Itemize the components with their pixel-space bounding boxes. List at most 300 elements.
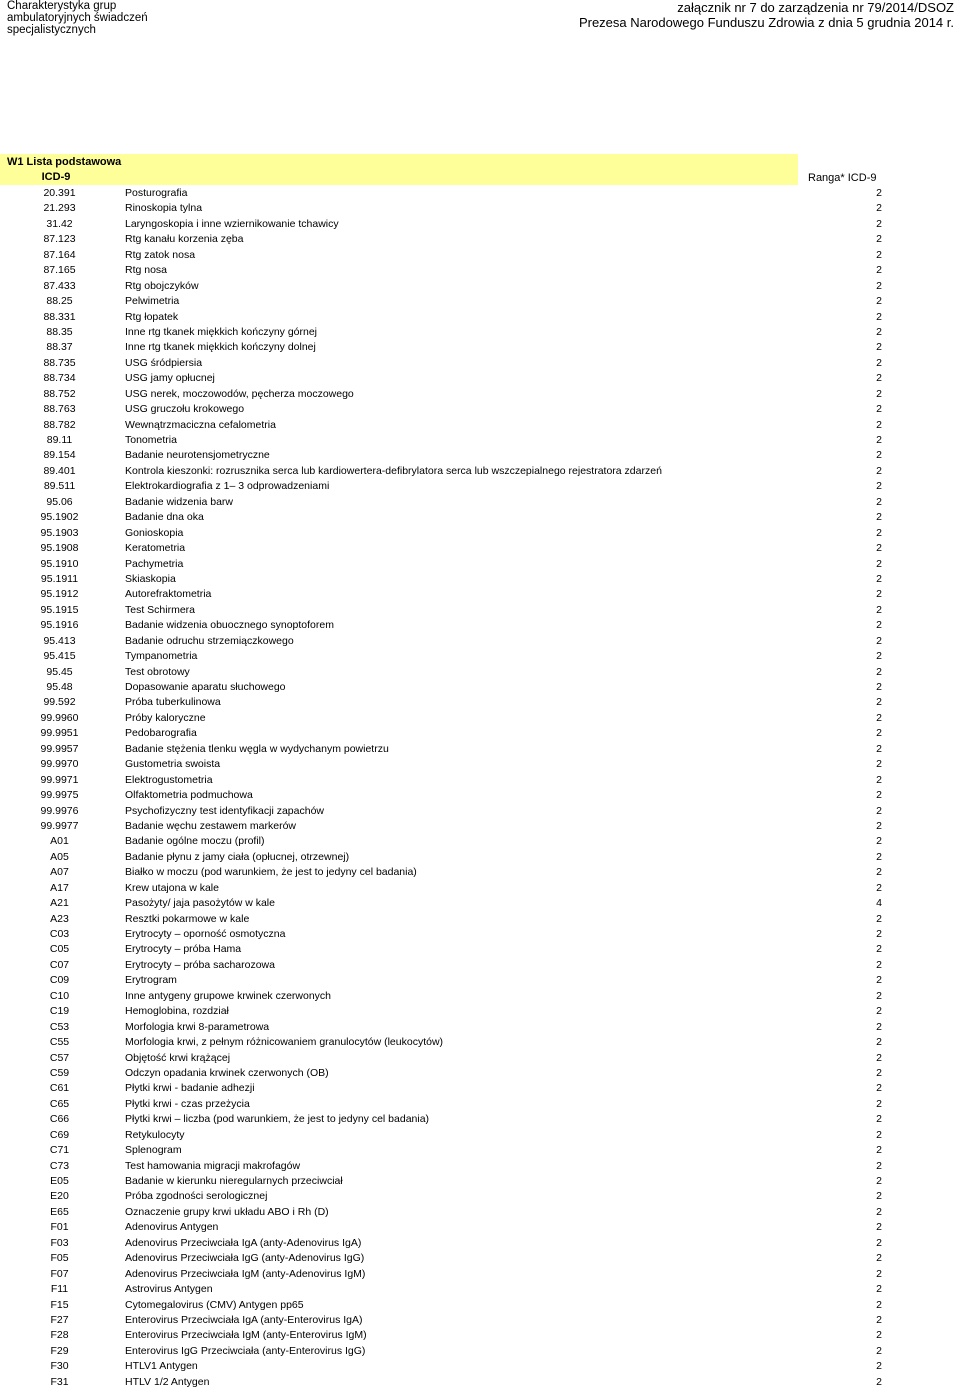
table-row bbox=[0, 279, 960, 294]
table-row bbox=[0, 711, 960, 726]
procedure-code: 87.164 bbox=[43, 248, 76, 261]
procedure-rank: 2 bbox=[876, 958, 882, 971]
procedure-rank: 2 bbox=[876, 1205, 882, 1218]
procedure-rank: 2 bbox=[876, 804, 882, 817]
table-row bbox=[0, 618, 960, 633]
procedure-name: Adenovirus Antygen bbox=[125, 1221, 219, 1234]
procedure-name: Elektrokardiografia z 1– 3 odprowadzeniami bbox=[125, 480, 330, 493]
procedure-code: E05 bbox=[50, 1175, 69, 1187]
procedure-name: Adenovirus Przeciwciała IgM (anty-Adenovirus IgM) bbox=[125, 1267, 366, 1280]
column-header-icd9: ICD-9 bbox=[0, 170, 112, 185]
procedure-rank: 2 bbox=[876, 773, 882, 786]
procedure-rank: 2 bbox=[876, 696, 882, 709]
procedure-table bbox=[0, 186, 960, 1390]
procedure-code: 88.734 bbox=[43, 372, 76, 385]
procedure-rank: 2 bbox=[876, 464, 882, 477]
procedure-code: C65 bbox=[49, 1097, 70, 1110]
procedure-name: Test hamowania migracji makrofagów bbox=[125, 1159, 301, 1172]
table-row bbox=[0, 263, 960, 278]
procedure-code: 87.433 bbox=[43, 279, 76, 292]
procedure-code: 95.1911 bbox=[40, 572, 79, 585]
procedure-name: USG gruczołu krokowego bbox=[125, 403, 245, 416]
procedure-name: Płytki krwi - czas przeżycia bbox=[125, 1097, 250, 1110]
procedure-rank: 2 bbox=[876, 850, 882, 863]
procedure-name: Gonioskopia bbox=[125, 526, 184, 539]
procedure-name: Skiaskopia bbox=[125, 572, 176, 585]
procedure-code: C10 bbox=[49, 989, 70, 1002]
procedure-name: Cytomegalovirus (CMV) Antygen pp65 bbox=[125, 1298, 304, 1311]
procedure-name: Badanie neurotensjometryczne bbox=[125, 449, 270, 462]
procedure-code: 88.752 bbox=[43, 387, 76, 400]
procedure-code: F05 bbox=[50, 1252, 69, 1265]
procedure-name: Tympanometria bbox=[125, 650, 198, 663]
procedure-code: 88.37 bbox=[46, 341, 73, 354]
procedure-name: Krew utajona w kale bbox=[125, 881, 219, 894]
table-row bbox=[0, 603, 960, 618]
procedure-name: Resztki pokarmowe w kale bbox=[125, 912, 250, 925]
procedure-code: 89.11 bbox=[46, 434, 73, 446]
procedure-name: Keratometria bbox=[125, 542, 186, 555]
table-row bbox=[0, 433, 960, 448]
table-row bbox=[0, 989, 960, 1004]
table-row bbox=[0, 402, 960, 417]
procedure-rank: 2 bbox=[876, 341, 882, 354]
procedure-name: Laryngoskopia i inne wziernikowanie tchawicy bbox=[125, 217, 339, 230]
procedure-rank: 2 bbox=[876, 542, 882, 555]
procedure-rank: 2 bbox=[876, 619, 882, 632]
table-row bbox=[0, 310, 960, 325]
procedure-rank: 2 bbox=[876, 403, 882, 416]
table-row bbox=[0, 649, 960, 664]
table-row bbox=[0, 340, 960, 355]
procedure-rank: 2 bbox=[876, 233, 882, 246]
procedure-code: C69 bbox=[49, 1128, 70, 1141]
procedure-code: C59 bbox=[49, 1066, 70, 1079]
procedure-name: Morfologia krwi, z pełnym różnicowaniem granulocytów (leukocytów) bbox=[125, 1036, 444, 1049]
procedure-code: C19 bbox=[49, 1005, 70, 1018]
procedure-code: 88.782 bbox=[43, 418, 76, 431]
procedure-code: C66 bbox=[49, 1113, 70, 1126]
procedure-name: Psychofizyczny test identyfikacji zapachów bbox=[125, 804, 325, 817]
table-row bbox=[0, 526, 960, 541]
table-row bbox=[0, 464, 960, 479]
procedure-name: Inne rtg tkanek miękkich kończyny dolnej bbox=[125, 341, 316, 354]
procedure-rank: 4 bbox=[876, 897, 882, 910]
procedure-rank: 2 bbox=[876, 557, 882, 570]
table-row bbox=[0, 217, 960, 232]
procedure-name: Hemoglobina, rozdział bbox=[125, 1005, 229, 1018]
table-row bbox=[0, 510, 960, 525]
procedure-rank: 2 bbox=[876, 1375, 882, 1388]
procedure-rank: 2 bbox=[876, 1329, 882, 1342]
procedure-name: Inne rtg tkanek miękkich kończyny górnej bbox=[125, 325, 318, 338]
table-row bbox=[0, 1267, 960, 1282]
table-row bbox=[0, 1051, 960, 1066]
procedure-code: 95.06 bbox=[46, 495, 73, 508]
table-row bbox=[0, 248, 960, 263]
procedure-rank: 2 bbox=[876, 511, 882, 524]
table-row bbox=[0, 325, 960, 340]
procedure-name: Rtg kanału korzenia zęba bbox=[125, 233, 244, 246]
procedure-name: Badanie stężenia tlenku węgla w wydychanym powietrzu bbox=[125, 742, 389, 755]
table-row bbox=[0, 1189, 960, 1204]
procedure-code: C55 bbox=[49, 1036, 70, 1049]
procedure-rank: 2 bbox=[876, 742, 882, 755]
procedure-rank: 2 bbox=[876, 418, 882, 431]
procedure-rank: 2 bbox=[876, 480, 882, 493]
table-row bbox=[0, 726, 960, 741]
table-row bbox=[0, 1004, 960, 1019]
procedure-name: Próba zgodności serologicznej bbox=[125, 1190, 268, 1203]
table-row bbox=[0, 1035, 960, 1050]
procedure-code: C03 bbox=[49, 928, 70, 940]
procedure-name: Retykulocyty bbox=[125, 1128, 185, 1141]
table-row bbox=[0, 1143, 960, 1158]
procedure-name: Próby kaloryczne bbox=[125, 711, 206, 724]
procedure-code: 99.9957 bbox=[40, 742, 79, 755]
procedure-rank: 2 bbox=[876, 1344, 882, 1357]
table-row bbox=[0, 1236, 960, 1251]
table-row bbox=[0, 973, 960, 988]
procedure-name: Splenogram bbox=[125, 1144, 182, 1157]
table-row bbox=[0, 1344, 960, 1359]
table-row bbox=[0, 1328, 960, 1343]
table-row bbox=[0, 680, 960, 695]
procedure-code: 88.735 bbox=[43, 356, 76, 369]
procedure-name: Adenovirus Przeciwciała IgA (anty-Adenovirus IgA) bbox=[125, 1236, 362, 1249]
procedure-rank: 2 bbox=[876, 356, 882, 369]
procedure-code: 95.45 bbox=[46, 665, 73, 678]
procedure-rank: 2 bbox=[876, 943, 882, 956]
table-row bbox=[0, 1174, 960, 1189]
procedure-name: Enterovirus IgG Przeciwciała (anty-Enterovirus IgG) bbox=[125, 1344, 366, 1357]
procedure-rank: 2 bbox=[876, 866, 882, 879]
table-row bbox=[0, 927, 960, 942]
procedure-code: F11 bbox=[50, 1283, 69, 1296]
procedure-name: Enterovirus Przeciwciała IgM (anty-Enterovirus IgM) bbox=[125, 1329, 367, 1342]
procedure-name: Astrovirus Antygen bbox=[125, 1283, 213, 1296]
procedure-name: Pedobarografia bbox=[125, 727, 197, 740]
procedure-rank: 2 bbox=[876, 1036, 882, 1049]
procedure-rank: 2 bbox=[876, 1159, 882, 1172]
procedure-rank: 2 bbox=[876, 1360, 882, 1373]
procedure-name: Płytki krwi - badanie adhezji bbox=[125, 1082, 255, 1095]
procedure-rank: 2 bbox=[876, 974, 882, 987]
procedure-code: 95.1912 bbox=[40, 588, 79, 601]
procedure-name: Rinoskopia tylna bbox=[125, 202, 203, 215]
procedure-rank: 2 bbox=[876, 912, 882, 925]
procedure-code: C71 bbox=[49, 1144, 70, 1157]
table-row bbox=[0, 1020, 960, 1035]
procedure-rank: 2 bbox=[876, 202, 882, 215]
procedure-name: Wewnątrzmaciczna cefalometria bbox=[125, 418, 276, 431]
section-title: W1 Lista podstawowa bbox=[0, 154, 798, 170]
table-row bbox=[0, 1359, 960, 1374]
table-row bbox=[0, 232, 960, 247]
procedure-rank: 2 bbox=[876, 665, 882, 678]
procedure-rank: 2 bbox=[876, 650, 882, 663]
procedure-code: A01 bbox=[50, 835, 69, 848]
procedure-code: F30 bbox=[50, 1360, 69, 1373]
procedure-code: 88.763 bbox=[43, 403, 76, 416]
procedure-code: A21 bbox=[50, 897, 69, 910]
document-header-right bbox=[579, 0, 954, 30]
procedure-code: 20.391 bbox=[43, 187, 76, 199]
procedure-code: F31 bbox=[50, 1375, 69, 1388]
procedure-rank: 2 bbox=[876, 248, 882, 261]
procedure-code: 95.413 bbox=[43, 634, 76, 647]
table-row bbox=[0, 186, 960, 201]
procedure-code: 95.1902 bbox=[40, 511, 79, 524]
procedure-code: 88.35 bbox=[46, 325, 73, 338]
procedure-name: Płytki krwi – liczba (pod warunkiem, że jest to jedyny cel badania) bbox=[125, 1113, 430, 1126]
procedure-rank: 2 bbox=[876, 1236, 882, 1249]
table-row bbox=[0, 1220, 960, 1235]
procedure-name: Dopasowanie aparatu słuchowego bbox=[125, 681, 286, 693]
header-right-line-1: załącznik nr 7 do zarządzenia nr 79/2014/DSOZ bbox=[677, 0, 954, 15]
procedure-rank: 2 bbox=[876, 928, 882, 940]
procedure-rank: 2 bbox=[876, 295, 882, 308]
procedure-rank: 2 bbox=[876, 279, 882, 292]
header-right-line-2: Prezesa Narodowego Funduszu Zdrowia z dnia 5 grudnia 2014 r. bbox=[578, 15, 954, 30]
table-row bbox=[0, 1282, 960, 1297]
table-row bbox=[0, 1066, 960, 1081]
procedure-name: Badanie ogólne moczu (profil) bbox=[125, 835, 265, 848]
procedure-name: Objętość krwi krążącej bbox=[125, 1051, 231, 1064]
table-row bbox=[0, 881, 960, 896]
procedure-name: Badanie odruchu strzemiączkowego bbox=[125, 634, 294, 647]
table-row bbox=[0, 495, 960, 510]
column-header-ranga: Ranga* ICD-9 bbox=[808, 172, 877, 184]
header-left-line-1: Charakterystyka grup bbox=[7, 0, 117, 12]
table-row bbox=[0, 804, 960, 819]
procedure-code: 95.1908 bbox=[40, 542, 79, 555]
table-row bbox=[0, 912, 960, 927]
table-row bbox=[0, 387, 960, 402]
procedure-rank: 2 bbox=[876, 727, 882, 740]
procedure-rank: 2 bbox=[876, 603, 882, 616]
procedure-code: 89.154 bbox=[43, 449, 76, 462]
procedure-name: Pelwimetria bbox=[125, 295, 180, 308]
procedure-code: A07 bbox=[50, 866, 69, 879]
procedure-rank: 2 bbox=[876, 711, 882, 724]
table-row bbox=[0, 1159, 960, 1174]
procedure-name: USG nerek, moczowodów, pęcherza moczowego bbox=[125, 387, 354, 400]
procedure-name: Badanie w kierunku nieregularnych przeciwciał bbox=[125, 1175, 343, 1187]
procedure-code: E20 bbox=[50, 1190, 69, 1203]
procedure-code: 88.331 bbox=[43, 310, 76, 323]
procedure-code: 87.165 bbox=[43, 264, 76, 277]
procedure-rank: 2 bbox=[876, 789, 882, 802]
procedure-name: Erytrogram bbox=[125, 974, 177, 987]
procedure-rank: 2 bbox=[876, 325, 882, 338]
procedure-rank: 2 bbox=[876, 1066, 882, 1079]
procedure-name: Rtg nosa bbox=[125, 264, 168, 277]
procedure-code: 99.9960 bbox=[40, 711, 79, 724]
procedure-name: Elektrogustometria bbox=[125, 773, 213, 786]
table-row bbox=[0, 850, 960, 865]
table-row bbox=[0, 942, 960, 957]
procedure-rank: 2 bbox=[876, 758, 882, 771]
procedure-rank: 2 bbox=[876, 819, 882, 832]
procedure-code: 99.9971 bbox=[40, 773, 79, 786]
table-row bbox=[0, 665, 960, 680]
table-row bbox=[0, 1128, 960, 1143]
procedure-code: 95.1915 bbox=[40, 603, 79, 616]
procedure-code: 95.48 bbox=[46, 681, 73, 693]
procedure-rank: 2 bbox=[876, 835, 882, 848]
procedure-rank: 2 bbox=[876, 187, 882, 199]
procedure-name: Pachymetria bbox=[125, 557, 184, 570]
procedure-name: Posturografia bbox=[125, 187, 188, 199]
procedure-code: 95.1916 bbox=[40, 619, 79, 632]
procedure-code: 89.511 bbox=[43, 480, 76, 493]
table-row bbox=[0, 757, 960, 772]
table-row bbox=[0, 865, 960, 880]
procedure-name: Enterovirus Przeciwciała IgA (anty-Enterovirus IgA) bbox=[125, 1313, 363, 1326]
table-row bbox=[0, 634, 960, 649]
table-row bbox=[0, 834, 960, 849]
procedure-name: Badanie widzenia obuocznego synoptoforem bbox=[125, 619, 334, 632]
table-row bbox=[0, 201, 960, 216]
table-row bbox=[0, 418, 960, 433]
procedure-rank: 2 bbox=[876, 495, 882, 508]
procedure-rank: 2 bbox=[876, 1267, 882, 1280]
procedure-rank: 2 bbox=[876, 634, 882, 647]
procedure-code: 95.1910 bbox=[40, 557, 79, 570]
document-header-left bbox=[7, 0, 207, 36]
procedure-name: Rtg zatok nosa bbox=[125, 248, 196, 261]
table-row bbox=[0, 788, 960, 803]
header-left-line-2: ambulatoryjnych świadczeń bbox=[7, 12, 148, 24]
procedure-code: F01 bbox=[50, 1221, 69, 1234]
procedure-code: 99.9975 bbox=[40, 789, 79, 802]
table-row bbox=[0, 896, 960, 911]
procedure-name: Badanie węchu zestawem markerów bbox=[125, 819, 296, 832]
table-row bbox=[0, 958, 960, 973]
procedure-name: Oznaczenie grupy krwi układu ABO i Rh (D) bbox=[125, 1205, 329, 1218]
procedure-rank: 2 bbox=[876, 1144, 882, 1157]
procedure-code: 88.25 bbox=[46, 295, 73, 308]
procedure-name: Olfaktometria podmuchowa bbox=[125, 789, 253, 802]
table-row bbox=[0, 557, 960, 572]
procedure-rank: 2 bbox=[876, 588, 882, 601]
procedure-name: Autorefraktometria bbox=[125, 588, 212, 601]
procedure-code: 95.415 bbox=[43, 650, 76, 663]
procedure-rank: 2 bbox=[876, 434, 882, 446]
procedure-code: A17 bbox=[50, 881, 69, 894]
table-row bbox=[0, 448, 960, 463]
procedure-code: 99.592 bbox=[43, 696, 76, 709]
procedure-code: C61 bbox=[49, 1082, 70, 1095]
procedure-rank: 2 bbox=[876, 264, 882, 277]
procedure-name: Erytrocyty – próba Hama bbox=[125, 943, 242, 956]
table-row bbox=[0, 1313, 960, 1328]
procedure-name: Erytrocyty – próba sacharozowa bbox=[125, 958, 275, 971]
procedure-name: Erytrocyty – oporność osmotyczna bbox=[125, 928, 286, 940]
procedure-name: Próba tuberkulinowa bbox=[125, 696, 221, 709]
procedure-code: F28 bbox=[50, 1329, 69, 1342]
procedure-code: C09 bbox=[49, 974, 70, 987]
header-left-line-3: specjalistycznych bbox=[7, 24, 96, 36]
procedure-name: Kontrola kieszonki: rozrusznika serca lub kardiowertera-defibrylatora serca lub wszczepialnego rejestratora zdarzeń bbox=[125, 464, 662, 477]
procedure-code: C05 bbox=[49, 943, 70, 956]
procedure-name: Pasożyty/ jaja pasożytów w kale bbox=[125, 897, 275, 910]
procedure-rank: 2 bbox=[876, 1252, 882, 1265]
procedure-name: USG jamy opłucnej bbox=[125, 372, 215, 385]
procedure-code: 99.9977 bbox=[40, 819, 79, 832]
procedure-code: 31.42 bbox=[46, 217, 73, 230]
table-row bbox=[0, 1298, 960, 1313]
procedure-code: E65 bbox=[50, 1205, 69, 1218]
procedure-code: C53 bbox=[49, 1020, 70, 1033]
procedure-rank: 2 bbox=[876, 1097, 882, 1110]
procedure-code: A05 bbox=[50, 850, 69, 863]
procedure-name: Badanie dna oka bbox=[125, 511, 204, 524]
procedure-rank: 2 bbox=[876, 681, 882, 693]
header-highlight bbox=[112, 170, 798, 185]
procedure-rank: 2 bbox=[876, 1298, 882, 1311]
procedure-rank: 2 bbox=[876, 881, 882, 894]
table-row bbox=[0, 371, 960, 386]
procedure-name: Badanie widzenia barw bbox=[125, 495, 233, 508]
table-row bbox=[0, 572, 960, 587]
table-row bbox=[0, 356, 960, 371]
procedure-name: Morfologia krwi 8-parametrowa bbox=[125, 1020, 270, 1033]
procedure-name: USG śródpiersia bbox=[125, 356, 203, 369]
procedure-rank: 2 bbox=[876, 1005, 882, 1018]
procedure-rank: 2 bbox=[876, 1221, 882, 1234]
procedure-name: Test obrotowy bbox=[125, 665, 190, 678]
procedure-name: Rtg łopatek bbox=[125, 310, 179, 323]
procedure-rank: 2 bbox=[876, 449, 882, 462]
procedure-code: A23 bbox=[50, 912, 69, 925]
procedure-name: Adenovirus Przeciwciała IgG (anty-Adenovirus IgG) bbox=[125, 1252, 365, 1265]
procedure-code: 87.123 bbox=[43, 233, 76, 246]
procedure-code: 89.401 bbox=[43, 464, 76, 477]
procedure-code: F27 bbox=[50, 1313, 69, 1326]
procedure-code: F03 bbox=[50, 1236, 69, 1249]
table-header bbox=[0, 170, 960, 185]
table-row bbox=[0, 1112, 960, 1127]
procedure-name: HTLV1 Antygen bbox=[125, 1360, 198, 1373]
procedure-name: Gustometria swoista bbox=[125, 758, 221, 771]
procedure-code: F07 bbox=[50, 1267, 69, 1280]
procedure-rank: 2 bbox=[876, 1190, 882, 1203]
procedure-name: Białko w moczu (pod warunkiem, że jest to jedyny cel badania) bbox=[125, 866, 417, 879]
procedure-code: 99.9970 bbox=[40, 758, 79, 771]
procedure-code: 99.9951 bbox=[40, 727, 79, 740]
procedure-rank: 2 bbox=[876, 1283, 882, 1296]
table-row bbox=[0, 695, 960, 710]
procedure-code: F15 bbox=[50, 1298, 69, 1311]
procedure-name: Test Schirmera bbox=[125, 603, 196, 616]
table-row bbox=[0, 587, 960, 602]
procedure-code: C07 bbox=[49, 958, 70, 971]
table-row bbox=[0, 742, 960, 757]
table-row bbox=[0, 1251, 960, 1266]
procedure-rank: 2 bbox=[876, 526, 882, 539]
procedure-code: 99.9976 bbox=[40, 804, 79, 817]
procedure-code: 21.293 bbox=[43, 202, 76, 215]
procedure-code: 95.1903 bbox=[40, 526, 79, 539]
procedure-rank: 2 bbox=[876, 310, 882, 323]
procedure-rank: 2 bbox=[876, 387, 882, 400]
procedure-code: C57 bbox=[49, 1051, 70, 1064]
procedure-code: C73 bbox=[49, 1159, 70, 1172]
table-row bbox=[0, 479, 960, 494]
procedure-name: Inne antygeny grupowe krwinek czerwonych bbox=[125, 989, 332, 1002]
